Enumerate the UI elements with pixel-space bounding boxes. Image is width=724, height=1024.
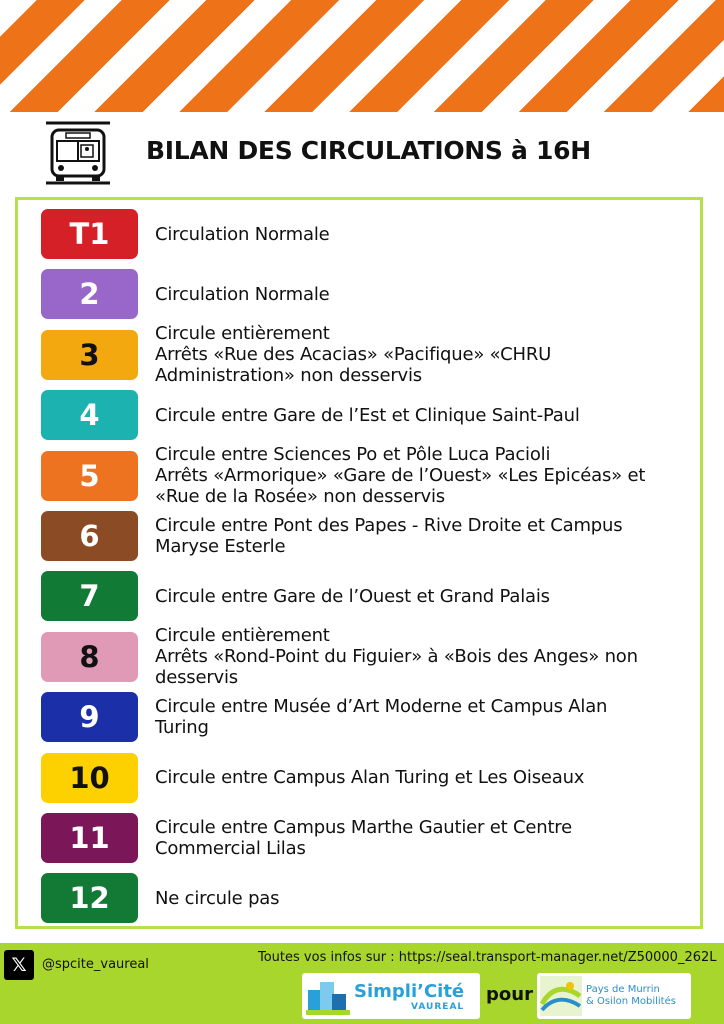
line-row (24, 813, 684, 863)
line-badge: 11 (41, 813, 138, 863)
logo1-sub: VAUREAL (411, 1001, 465, 1012)
line-badge: 12 (41, 873, 138, 923)
line-status (155, 269, 685, 319)
line-status-text: Commercial Lilas (155, 838, 306, 859)
bus-icon (44, 120, 112, 186)
line-status-text: Arrêts «Armorique» «Gare de l’Ouest» «Les Epicéas» et (155, 465, 646, 487)
line-badge: 2 (41, 269, 138, 319)
line-row (24, 269, 684, 319)
line-badge: 7 (41, 571, 138, 621)
line-row (24, 511, 684, 561)
social-handle[interactable]: @spcite_vaureal (42, 957, 149, 972)
connector-text: pour (486, 984, 533, 1005)
line-badge: 5 (41, 451, 138, 501)
line-badge: 9 (41, 692, 138, 742)
line-status-text: Circule entre Gare de l’Ouest et Grand Palais (155, 585, 550, 607)
line-status (155, 692, 685, 742)
simplicite-logo (302, 973, 480, 1019)
line-status-text: Turing (155, 717, 209, 739)
line-status (155, 753, 685, 803)
line-status-text: Circulation Normale (155, 223, 330, 245)
line-status-text: Circule entre Musée d’Art Moderne et Campus Alan (155, 696, 608, 718)
line-status-text: Circule entre Gare de l’Est et Clinique Saint-Paul (155, 404, 580, 426)
logo2-line2: & Osilon Mobilités (586, 996, 676, 1007)
line-row (24, 323, 684, 387)
line-row (24, 873, 684, 923)
line-status-text: Circule entre Pont des Papes - Rive Droite et Campus (155, 515, 623, 536)
line-status-text: desservis (155, 667, 238, 689)
logo2-line1: Pays de Murrin (586, 984, 660, 995)
line-status-text: Arrêts «Rond-Point du Figuier» à «Bois des Anges» non (155, 646, 638, 668)
line-badge: 4 (41, 390, 138, 440)
line-status (155, 625, 685, 689)
x-logo-icon[interactable]: 𝕏 (4, 950, 34, 980)
line-status (155, 390, 685, 440)
line-status-text: Ne circule pas (155, 887, 280, 909)
line-badge: 6 (41, 511, 138, 561)
line-badge: T1 (41, 209, 138, 259)
line-status-text: Circule entièrement (155, 323, 330, 345)
line-row (24, 444, 684, 508)
line-status-text: Circule entre Campus Marthe Gautier et Centre (155, 817, 572, 838)
warning-stripes (0, 0, 724, 112)
line-status-text: Administration» non desservis (155, 365, 422, 387)
line-status-text: Circule entre Campus Alan Turing et Les Oiseaux (155, 767, 585, 789)
line-row (24, 692, 684, 742)
line-badge: 8 (41, 632, 138, 682)
line-status-text: «Rue de la Rosée» non desservis (155, 486, 445, 508)
line-row (24, 571, 684, 621)
simplicite-mark-icon (306, 976, 350, 1016)
line-row (24, 390, 684, 440)
line-status-text: Circule entre Sciences Po et Pôle Luca Pacioli (155, 444, 551, 466)
line-badge: 10 (41, 753, 138, 803)
line-status (155, 323, 685, 387)
line-badge: 3 (41, 330, 138, 380)
line-status (155, 511, 685, 561)
line-status-text: Arrêts «Rue des Acacias» «Pacifique» «CHRU (155, 344, 552, 366)
line-status-text: Maryse Esterle (155, 536, 286, 557)
line-status (155, 813, 685, 863)
murrin-mark-icon (540, 976, 582, 1016)
page-title: BILAN DES CIRCULATIONS à 16H (146, 136, 591, 165)
line-row (24, 753, 684, 803)
line-row (24, 625, 684, 689)
murrin-logo (537, 973, 691, 1019)
logo1-name: Simpli’Cité (354, 980, 465, 1002)
line-status (155, 209, 685, 259)
line-status (155, 444, 685, 508)
line-status-text: Circule entièrement (155, 625, 330, 647)
line-row (24, 209, 684, 259)
line-status-text: Circulation Normale (155, 283, 330, 305)
line-status (155, 571, 685, 621)
line-status (155, 873, 685, 923)
info-url-text[interactable]: Toutes vos infos sur : https://seal.transport-manager.net/Z50000_262L (258, 950, 717, 965)
